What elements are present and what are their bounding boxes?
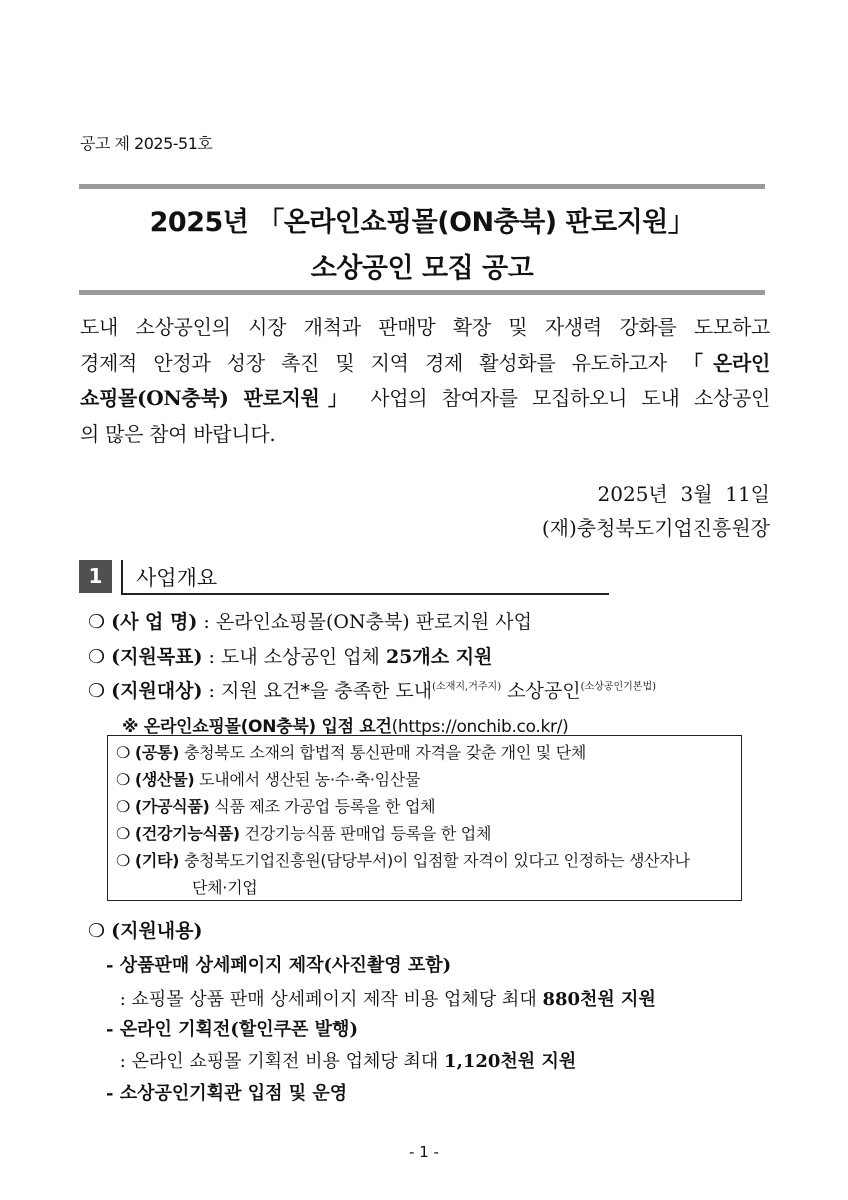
overview-item-name: ❍ (사 업 명) : 온라인쇼핑몰(ON충북) 판로지원 사업 xyxy=(88,611,532,633)
overview-item-goal: ❍ (지원목표) : 도내 소상공인 업체 25개소 지원 xyxy=(88,646,493,668)
page-title-line2: 소상공인 모집 공고 xyxy=(310,253,534,284)
page-title-line1: 2025년 「온라인쇼핑몰(ON충북) 판로지원」 xyxy=(149,207,695,238)
issuing-organization: (재)충청북도기업진흥원장 xyxy=(541,516,770,540)
section-number: 1 xyxy=(79,560,112,593)
overview-item-support: ❍ (지원내용) xyxy=(88,920,203,942)
support-item-desc: : 온라인 쇼핑몰 기획전 비용 업체당 최대 1,120천원 지원 xyxy=(114,1051,577,1072)
requirements-heading: ※ 온라인쇼핑몰(ON충북) 입점 요건(https://onchib.co.kr/) xyxy=(122,717,569,737)
section-underline xyxy=(121,593,609,595)
title-top-rule xyxy=(79,184,765,189)
section-title: 사업개요 xyxy=(136,566,218,590)
requirement-row: ❍ (공통) 충청북도 소재의 합법적 통신판매 자격을 갖춘 개인 및 단체 xyxy=(116,743,587,762)
notice-number: 공고 제 2025-51호 xyxy=(80,134,213,153)
notice-date: 2025년 3월 11일 xyxy=(597,482,770,506)
intro-line: 의 많은 참여 바랍니다. xyxy=(80,421,276,446)
intro-line: 도내 소상공인의 시장 개척과 판매망 확장 및 자생력 강화를 도모하고 xyxy=(80,315,770,339)
overview-item-target: ❍ (지원대상) : 지원 요건*을 충족한 도내$^{(소재지,거주지)}$ 소상공인$^{(소상공인기본법)}$ xyxy=(88,680,657,702)
support-item-desc: : 쇼핑몰 상품 판매 상세페이지 제작 비용 업체당 최대 880천원 지원 xyxy=(114,989,656,1010)
intro-line: 경제적 안정과 성장 촉진 및 지역 경제 활성화를 유도하고자 「온라인 xyxy=(80,350,770,375)
requirement-row-continuation: 단체·기업 xyxy=(192,878,258,897)
requirement-row: ❍ (생산물) 도내에서 생산된 농·수·축·임산물 xyxy=(116,770,421,789)
section-divider xyxy=(121,560,123,594)
title-bottom-rule xyxy=(79,290,765,295)
requirements-url[interactable]: (https://onchib.co.kr/) xyxy=(391,717,569,737)
requirement-row: ❍ (기타) 충청북도기업진흥원(담당부서)이 입점할 자격이 있다고 인정하는 생산자나 xyxy=(116,851,690,870)
support-item-title: - 온라인 기획전(할인쿠폰 발행) xyxy=(106,1019,358,1040)
page-number: - 1 - xyxy=(409,1143,439,1161)
support-item-title: - 소상공인기획관 입점 및 운영 xyxy=(106,1083,348,1104)
requirement-row: ❍ (가공식품) 식품 제조 가공업 등록을 한 업체 xyxy=(116,797,436,816)
intro-paragraph xyxy=(80,310,770,452)
intro-line: 쇼핑몰(ON충북) 판로지원」 사업의 참여자를 모집하오니 도내 소상공인 xyxy=(80,386,770,410)
support-item-title: - 상품판매 상세페이지 제작(사진촬영 포함) xyxy=(106,955,452,976)
requirement-row: ❍ (건강기능식품) 건강기능식품 판매업 등록을 한 업체 xyxy=(116,824,492,843)
